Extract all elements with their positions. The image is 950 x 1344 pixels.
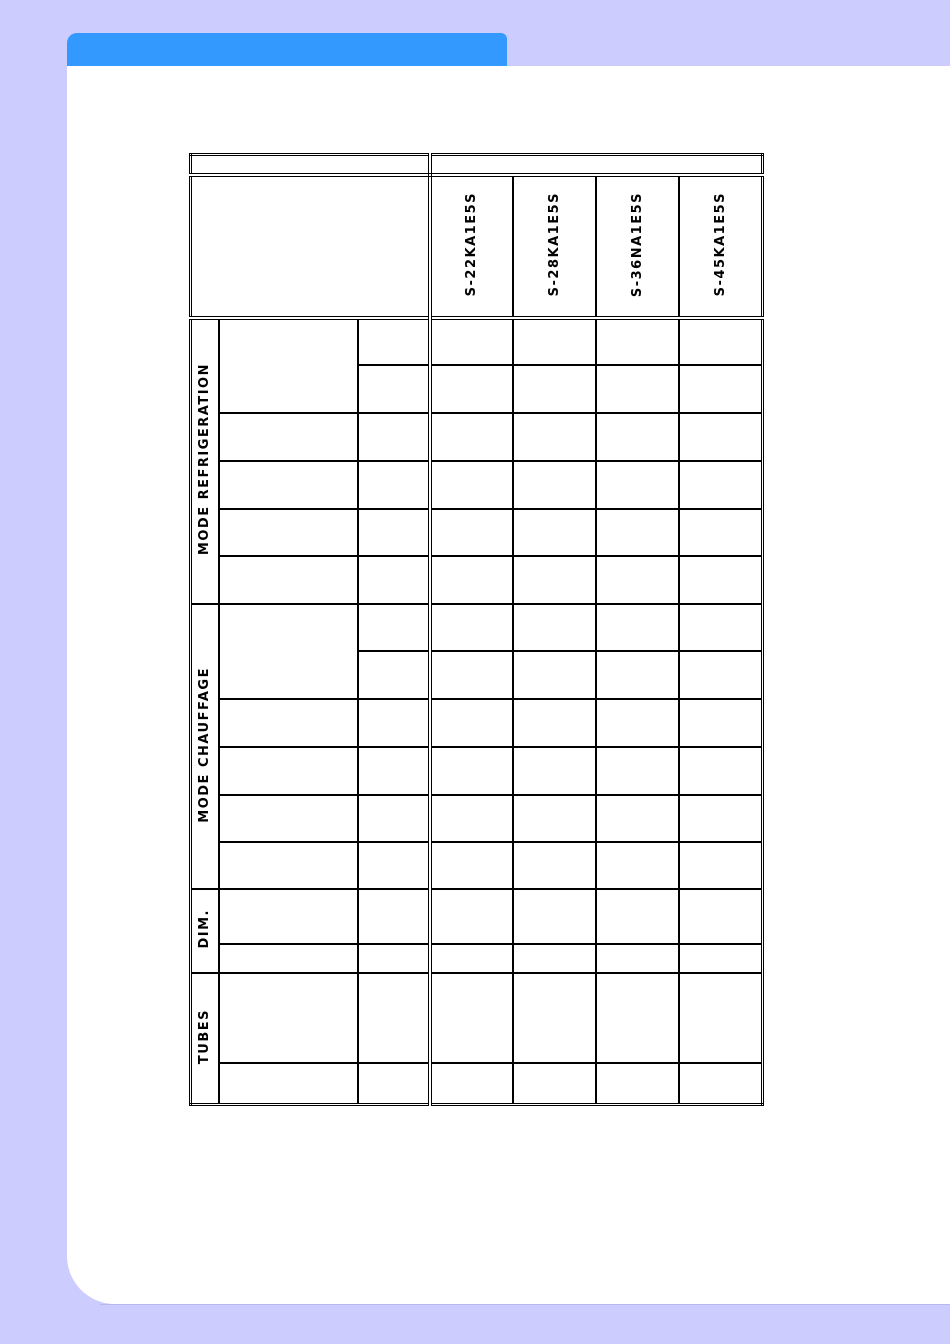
value-cell: [596, 973, 679, 1063]
value-cell: [430, 604, 513, 651]
value-cell: [513, 318, 596, 365]
model-name: S-36NA1E5S: [629, 191, 645, 297]
value-cell: [679, 651, 763, 699]
table-row: [191, 889, 763, 944]
model-cell: [513, 175, 596, 318]
value-cell: [513, 699, 596, 747]
section-cell-heating: [191, 604, 219, 889]
value-cell: [513, 365, 596, 413]
unit-cell: [358, 1063, 430, 1104]
table-row: [191, 747, 763, 795]
value-cell: [430, 1063, 513, 1104]
table-row: [191, 795, 763, 842]
value-cell: [679, 556, 763, 604]
unit-cell: [358, 842, 430, 889]
value-cell: [430, 556, 513, 604]
value-cell: [596, 889, 679, 944]
param-cell: [219, 509, 358, 556]
value-cell: [513, 842, 596, 889]
table-row: [191, 318, 763, 365]
unit-cell: [358, 604, 430, 651]
table-row: [191, 1063, 763, 1104]
value-cell: [513, 461, 596, 509]
section-cell-dimensions: [191, 889, 219, 973]
value-cell: [679, 413, 763, 461]
model-name: S-22KA1E5S: [464, 191, 480, 297]
param-cell: [219, 747, 358, 795]
value-cell: [513, 889, 596, 944]
value-cell: [679, 795, 763, 842]
table-row: [191, 973, 763, 1063]
value-cell: [596, 556, 679, 604]
header-item-cell: [191, 175, 430, 318]
unit-cell: [358, 509, 430, 556]
value-cell: [430, 795, 513, 842]
unit-cell: [358, 944, 430, 973]
value-cell: [679, 747, 763, 795]
value-cell: [430, 651, 513, 699]
table-row: [191, 461, 763, 509]
value-cell: [430, 747, 513, 795]
value-cell: [596, 461, 679, 509]
unit-cell: [358, 795, 430, 842]
unit-cell: [358, 973, 430, 1063]
value-cell: [513, 651, 596, 699]
unit-cell: [358, 651, 430, 699]
param-cell: [219, 556, 358, 604]
value-cell: [430, 318, 513, 365]
unit-cell: [358, 413, 430, 461]
param-cell: [219, 413, 358, 461]
value-cell: [430, 413, 513, 461]
value-cell: [679, 461, 763, 509]
value-cell: [596, 604, 679, 651]
value-cell: [596, 318, 679, 365]
value-cell: [679, 509, 763, 556]
value-cell: [679, 973, 763, 1063]
param-cell: [219, 889, 358, 944]
value-cell: [430, 461, 513, 509]
value-cell: [430, 889, 513, 944]
value-cell: [430, 365, 513, 413]
table-row: [191, 842, 763, 889]
unit-cell: [358, 699, 430, 747]
footer-rule: [100, 1304, 950, 1305]
value-cell: [513, 413, 596, 461]
value-cell: [513, 604, 596, 651]
value-cell: [596, 651, 679, 699]
value-cell: [596, 509, 679, 556]
value-cell: [513, 944, 596, 973]
param-cell: [219, 461, 358, 509]
table-row: [191, 699, 763, 747]
value-cell: [679, 365, 763, 413]
param-cell: [219, 1063, 358, 1104]
table-header-models-row: [191, 175, 763, 318]
param-cell: [219, 318, 358, 413]
header-label-cell: [191, 155, 430, 175]
section-cell-cooling: [191, 318, 219, 604]
section-label-dimensions: DIM.: [197, 909, 213, 949]
value-cell: [430, 842, 513, 889]
table-header-top-row: [191, 155, 763, 175]
value-cell: [679, 842, 763, 889]
value-cell: [596, 413, 679, 461]
value-cell: [430, 944, 513, 973]
value-cell: [679, 889, 763, 944]
value-cell: [513, 509, 596, 556]
value-cell: [513, 1063, 596, 1104]
value-cell: [679, 1063, 763, 1104]
value-cell: [679, 699, 763, 747]
unit-cell: [358, 889, 430, 944]
value-cell: [596, 747, 679, 795]
param-cell: [219, 973, 358, 1063]
param-cell: [219, 795, 358, 842]
value-cell: [596, 944, 679, 973]
unit-cell: [358, 365, 430, 413]
spec-table: [189, 153, 764, 1106]
header-tab: [67, 33, 507, 67]
value-cell: [430, 699, 513, 747]
table-row: [191, 604, 763, 651]
value-cell: [513, 795, 596, 842]
param-cell: [219, 604, 358, 699]
header-group-cell: [430, 155, 763, 175]
section-label-heating: MODE CHAUFFAGE: [197, 666, 213, 823]
table-row: [191, 413, 763, 461]
param-cell: [219, 699, 358, 747]
model-cell: [596, 175, 679, 318]
unit-cell: [358, 747, 430, 795]
value-cell: [513, 556, 596, 604]
value-cell: [679, 318, 763, 365]
model-name: S-45KA1E5S: [712, 191, 728, 297]
unit-cell: [358, 318, 430, 365]
model-cell: [430, 175, 513, 318]
value-cell: [596, 365, 679, 413]
unit-cell: [358, 556, 430, 604]
table-row: [191, 556, 763, 604]
param-cell: [219, 944, 358, 973]
model-name: S-28KA1E5S: [546, 191, 562, 297]
model-cell: [679, 175, 763, 318]
value-cell: [679, 944, 763, 973]
value-cell: [596, 1063, 679, 1104]
section-label-cooling: MODE REFRIGERATION: [197, 363, 213, 556]
value-cell: [596, 795, 679, 842]
value-cell: [430, 973, 513, 1063]
section-label-tubes: TUBES: [197, 1009, 213, 1065]
table-row: [191, 944, 763, 973]
value-cell: [430, 509, 513, 556]
unit-cell: [358, 461, 430, 509]
value-cell: [513, 973, 596, 1063]
value-cell: [513, 747, 596, 795]
value-cell: [596, 842, 679, 889]
value-cell: [596, 699, 679, 747]
value-cell: [679, 604, 763, 651]
param-cell: [219, 842, 358, 889]
table-row: [191, 509, 763, 556]
section-cell-tubes: [191, 973, 219, 1104]
